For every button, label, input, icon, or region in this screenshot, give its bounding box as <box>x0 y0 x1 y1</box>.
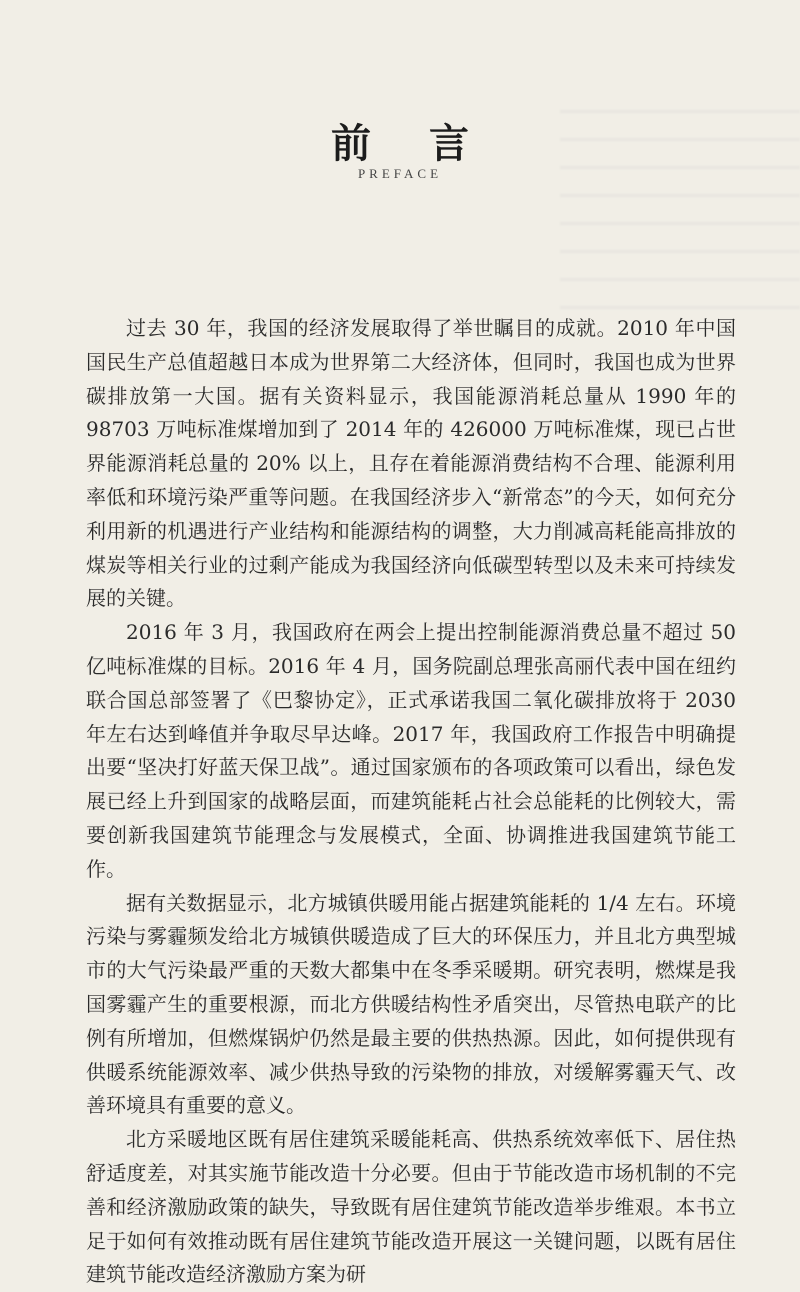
paragraph-1: 过去 30 年，我国的经济发展取得了举世瞩目的成就。2010 年中国国民生产总值超越日本成为世界第二大经济体，但同时，我国也成为世界碳排放第一大国。据有关资料显示，我国能源消耗总量从 1990 年的 98703 万吨标准煤增加到了 2014 年的 426000 万吨标准煤，现已占世界能源消耗总量的 20% 以上，且存在着能源消费结构不合理、能源利用率低和环境污染严重等问题。在我国经济步入“新常态”的今天，如何充分利用新的机遇进行产业结构和能源结构的调整，大力削减高耗能高排放的煤炭等相关行业的过剩产能成为我国经济向低碳型转型以及未来可持续发展的关键。 <box>86 316 736 611</box>
paragraph-2: 2016 年 3 月，我国政府在两会上提出控制能源消费总量不超过 50 亿吨标准煤的目标。2016 年 4 月，国务院副总理张高丽代表中国在纽约联合国总部签署了《巴黎协定》，正式承诺我国二氧化碳排放将于 2030 年左右达到峰值并争取尽早达峰。2017 年，我国政府工作报告中明确提出要“坚决打好蓝天保卫战”。通过国家颁布的各项政策可以看出，绿色发展已经上升到国家的战略层面，而建筑能耗占社会总能耗的比例较大，需要创新我国建筑节能理念与发展模式，全面、协调推进我国建筑节能工作。 <box>86 620 736 881</box>
paragraph-4: 北方采暖地区既有居住建筑采暖能耗高、供热系统效率低下、居住热舒适度差，对其实施节能改造十分必要。但由于节能改造市场机制的不完善和经济激励政策的缺失，导致既有居住建筑节能改造举步维艰。本书立足于如何有效推动既有居住建筑节能改造开展这一关键问题，以既有居住建筑节能改造经济激励方案为研 <box>86 1127 736 1287</box>
body-text <box>86 312 736 1292</box>
page-subtitle: PREFACE <box>357 166 443 181</box>
page-title: 前 言 <box>331 120 491 167</box>
paragraph-3: 据有关数据显示，北方城镇供暖用能占据建筑能耗的 1/4 左右。环境污染与雾霾频发给北方城镇供暖造成了巨大的环保压力，并且北方典型城市的大气污染最严重的天数大都集中在冬季采暖期。研究表明，燃煤是我国雾霾产生的重要根源，而北方供暖结构性矛盾突出，尽管热电联产的比例有所增加，但燃煤锅炉仍然是最主要的供热热源。因此，如何提供现有供暖系统能源效率、减少供热导致的污染物的排放，对缓解雾霾天气、改善环境具有重要的意义。 <box>86 890 736 1118</box>
